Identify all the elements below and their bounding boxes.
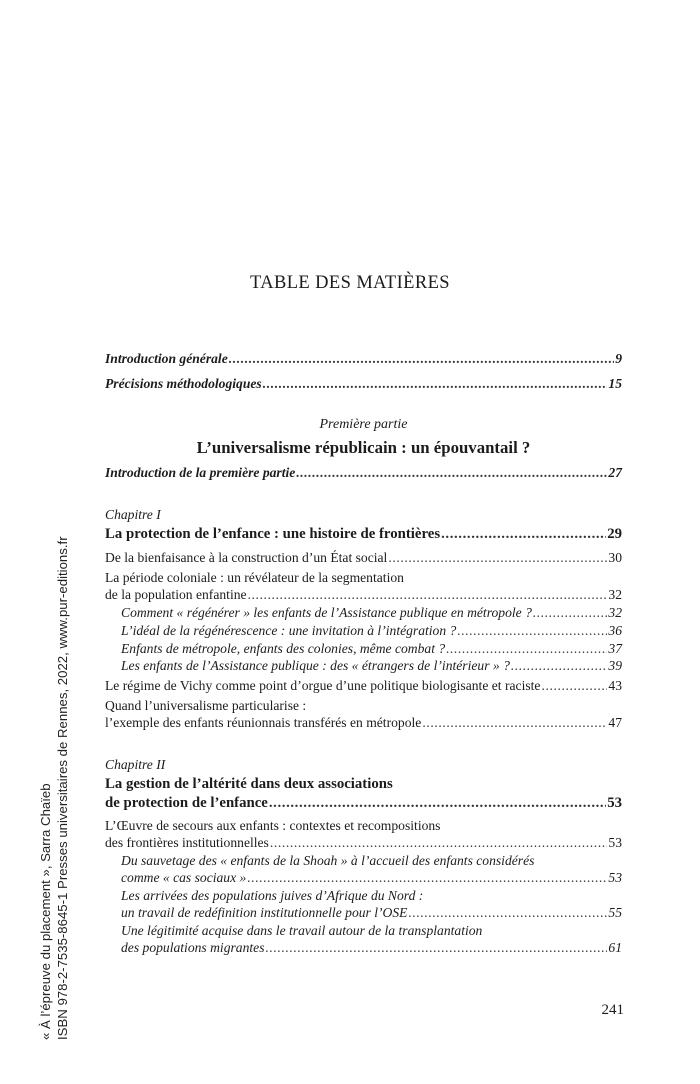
leader-dots <box>248 586 608 604</box>
toc-entry-section[interactable] <box>105 677 622 695</box>
entry-title-line: Les arrivées des populations juives d’Afrique du Nord : <box>121 888 424 903</box>
leader-dots <box>263 375 608 393</box>
leader-dots <box>247 869 607 887</box>
entry-page: 30 <box>608 550 622 565</box>
entry-page: 61 <box>608 940 622 955</box>
entry-page: 55 <box>608 905 622 920</box>
entry-page: 37 <box>608 641 622 656</box>
entry-title: Le régime de Vichy comme point d’orgue d’une politique biologisante et raciste <box>105 678 541 693</box>
leader-dots <box>457 622 607 640</box>
entry-title-line: Du sauvetage des « enfants de la Shoah » à l’accueil des enfants considérés <box>121 853 535 868</box>
leader-dots <box>408 904 607 922</box>
toc-entry-subsection[interactable] <box>121 622 622 640</box>
entry-page: 53 <box>608 870 622 885</box>
toc-entry-subsection[interactable] <box>121 904 622 922</box>
toc-entry-subsection[interactable] <box>121 604 622 622</box>
entry-page: 39 <box>608 658 622 673</box>
leader-dots <box>266 939 608 957</box>
toc-entry-section[interactable] <box>105 549 622 567</box>
entry-title: des frontières institutionnelles <box>105 835 269 850</box>
entry-title-line: La gestion de l’altérité dans deux associations <box>105 776 393 792</box>
leader-dots <box>269 794 606 812</box>
leader-dots <box>541 677 607 695</box>
toc-entry-section[interactable] <box>105 714 622 732</box>
toc-entry-precisions[interactable] <box>105 375 622 393</box>
entry-title: Comment « régénérer » les enfants de l’Assistance publique en métropole ? <box>121 605 532 620</box>
part-title: L’universalisme républicain : un épouvantail ? <box>196 438 531 457</box>
entry-page: 43 <box>608 678 622 693</box>
entry-title: comme « cas sociaux » <box>121 870 247 885</box>
leader-dots <box>296 464 607 482</box>
leader-dots <box>533 604 608 622</box>
entry-title: De la bienfaisance à la construction d’un État social <box>105 550 388 565</box>
entry-title-line: La période coloniale : un révélateur de la segmentation <box>105 570 404 585</box>
leader-dots <box>441 525 606 543</box>
leader-dots <box>511 657 608 675</box>
copyright-sidebar <box>37 536 71 1040</box>
leader-dots <box>446 640 607 658</box>
entry-page: 29 <box>607 526 622 542</box>
entry-title: L’idéal de la régénérescence : une invitation à l’intégration ? <box>121 623 457 638</box>
sidebar-line-2: ISBN 978-2-7535-8645-1 Presses universitaires de Rennes, 2022, www.pur-editions.fr <box>55 536 70 1040</box>
entry-page: 47 <box>608 715 622 730</box>
entry-title-line: Une légitimité acquise dans le travail autour de la transplantation <box>121 923 483 938</box>
entry-title: de la population enfantine <box>105 587 247 602</box>
toc-entry-subsection[interactable] <box>121 939 622 957</box>
entry-title-line: Quand l’universalisme particularise : <box>105 698 307 713</box>
toc-entry-subsection[interactable] <box>121 869 622 887</box>
entry-page: 53 <box>607 795 622 811</box>
toc-entry-section[interactable] <box>105 586 622 604</box>
entry-page: 36 <box>608 623 622 638</box>
leader-dots <box>388 549 607 567</box>
entry-page: 32 <box>608 605 622 620</box>
entry-title: des populations migrantes <box>121 940 265 955</box>
chapter-label: Chapitre II <box>105 757 166 772</box>
toc-entry-subsection[interactable] <box>121 640 622 658</box>
entry-title: de protection de l’enfance <box>105 795 268 811</box>
toc-entry-section[interactable] <box>105 834 622 852</box>
toc-entry-introduction[interactable] <box>105 350 622 368</box>
page-number: 241 <box>601 1002 624 1018</box>
toc-entry-subsection[interactable] <box>121 657 622 675</box>
toc-entry-chapter-2[interactable] <box>105 794 622 812</box>
entry-title: La protection de l’enfance : une histoire de frontières <box>105 526 441 542</box>
entry-title: Introduction générale <box>105 351 228 366</box>
leader-dots <box>229 350 614 368</box>
entry-page: 9 <box>615 351 622 366</box>
entry-title: Introduction de la première partie <box>105 465 296 480</box>
entry-page: 27 <box>608 465 622 480</box>
entry-page: 32 <box>608 587 622 602</box>
leader-dots <box>270 834 608 852</box>
toc-entry-chapter-1[interactable] <box>105 525 622 543</box>
entry-page: 15 <box>608 376 622 391</box>
entry-title: un travail de redéfinition institutionnelle pour l’OSE <box>121 905 408 920</box>
part-label: Première partie <box>319 417 408 432</box>
leader-dots <box>422 714 607 732</box>
entry-page: 53 <box>608 835 622 850</box>
page-title: TABLE DES MATIÈRES <box>250 273 450 293</box>
entry-title: Enfants de métropole, enfants des colonies, même combat ? <box>121 641 446 656</box>
entry-title: Précisions méthodologiques <box>105 376 262 391</box>
entry-title: Les enfants de l’Assistance publique : des « étrangers de l’intérieur » ? <box>121 658 510 673</box>
toc-entry-part-intro[interactable] <box>105 464 622 482</box>
sidebar-line-1: « À l’épreuve du placement », Sarra Chaïeb <box>38 783 53 1040</box>
entry-title: l’exemple des enfants réunionnais transférés en métropole <box>105 715 422 730</box>
chapter-label: Chapitre I <box>105 507 161 522</box>
entry-title-line: L’Œuvre de secours aux enfants : contextes et recompositions <box>105 818 441 833</box>
